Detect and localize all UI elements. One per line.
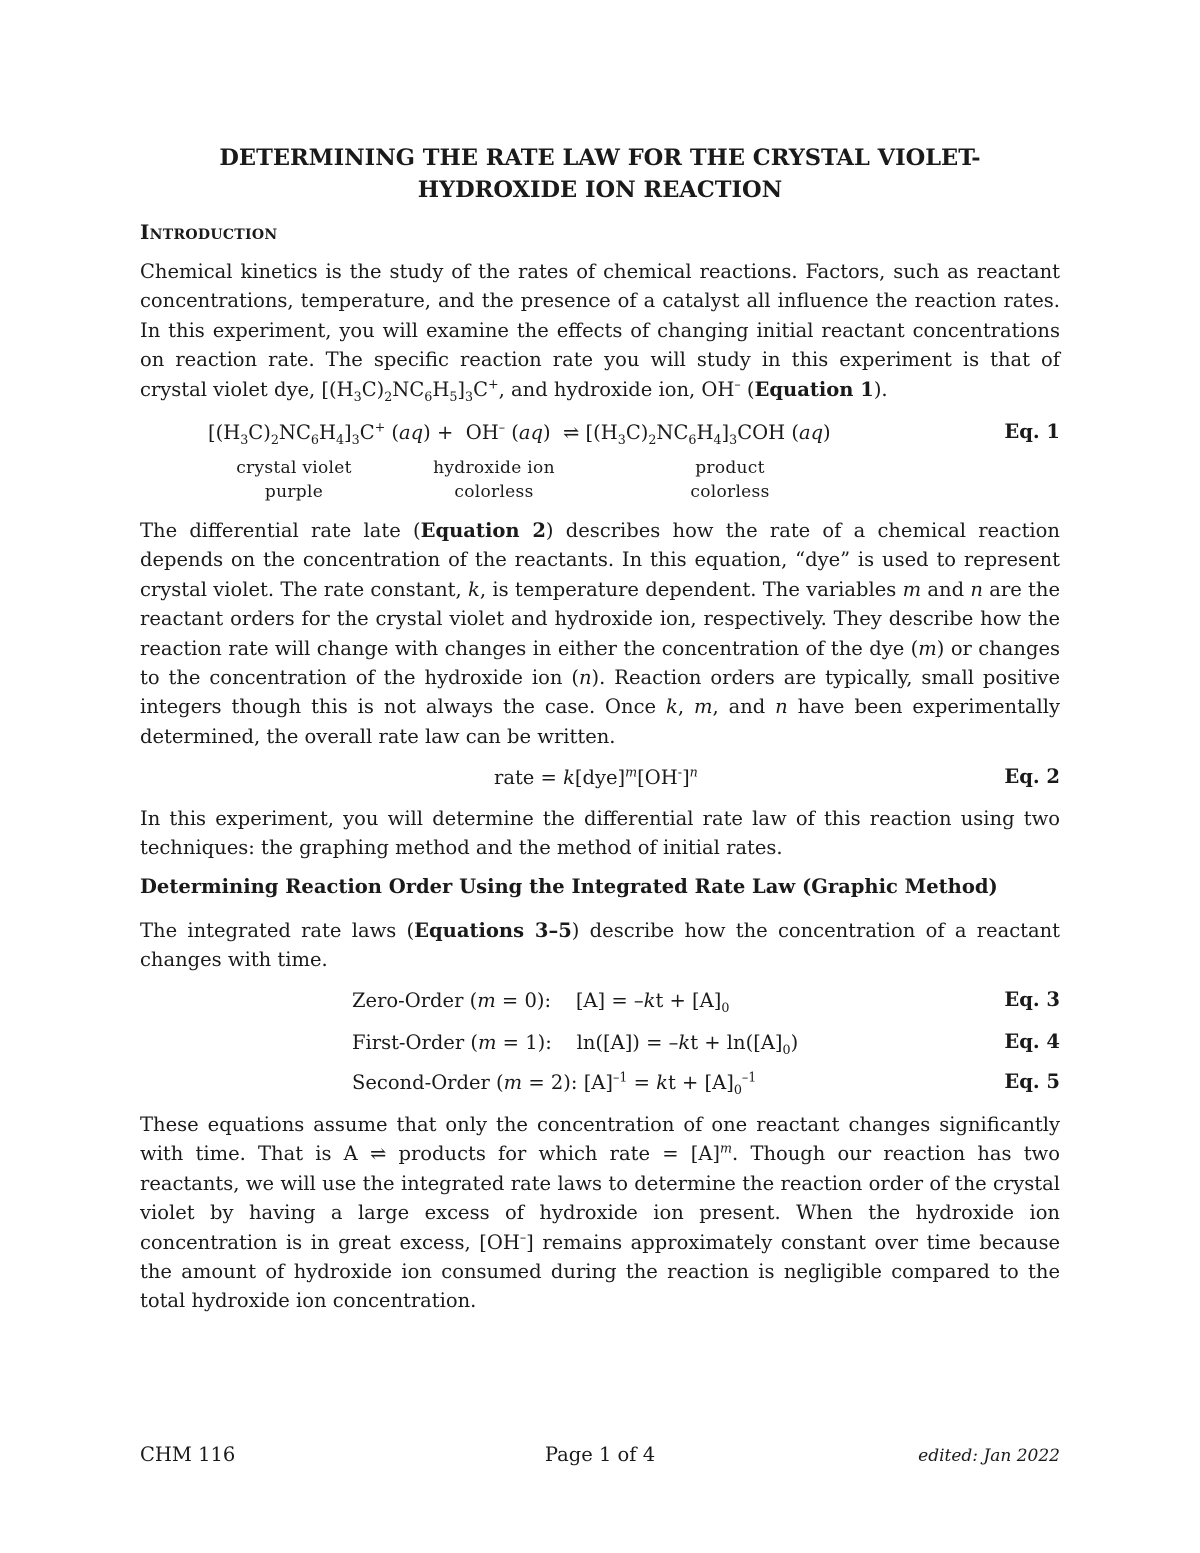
- equation-4: First-Order (m = 1): $\ln([A]) = -kt + \ln([A]_0)$: [352, 1031, 799, 1057]
- eq4-label: Eq. 4: [1004, 1030, 1060, 1053]
- equilibrium-arrow: ⇌: [369, 1142, 387, 1166]
- eq1-product: $[(H_3C)_2NC_6H_4]_3COH$: [585, 421, 786, 447]
- species-crystal-violet: crystal violet purple: [236, 458, 352, 502]
- equilibrium-arrow: ⇌: [562, 421, 580, 444]
- techniques-paragraph: In this experiment, you will determine the differential rate law of this reaction using two techniques: the graphing method and the method of initial rates.: [140, 807, 1060, 860]
- eq1-reactant-crystal-violet: $[(H_3C)_2NC_6H_4]_3C^+$: [208, 419, 386, 447]
- title-line-2: HYDROXIDE ION REACTION: [417, 177, 783, 203]
- species-hydroxide-ion: hydroxide ion colorless: [433, 458, 555, 502]
- equation-2: rate = $k[dye]^m[OH^-]^n$: [494, 764, 698, 789]
- equation-3: Zero-Order (m = 0): $[A] = -kt + [A]_0$: [352, 989, 730, 1015]
- rate-law-paragraph: The differential rate late (Equation 2) describes how the rate of a chemical reaction depends on the concentration of the reactants. In this equation, “dye” is used to represent crystal violet. The rate constant, k, is temperature dependent. The variables m and n are the reactant orders for the crystal violet and hydroxide ion, respectively. They describe how the reaction rate will change with changes in either the concentration of the dye (m) or changes to the concentration of the hydroxide ion (n). Reaction orders are typically, small positive integers though this is not always the case. Once k, m, and n have been experimentally determined, the overall rate law can be written.: [140, 519, 1061, 748]
- equation-5: Second-Order (m = 2): $[A]^{-1}$ = kt + $[A]_0^{-1}$: [352, 1069, 757, 1097]
- footer-page-number: Page 1 of 4: [544, 1443, 656, 1466]
- document-title: [140, 142, 1060, 206]
- title-line-1: DETERMINING THE RATE LAW FOR THE CRYSTAL VIOLET-: [219, 145, 981, 171]
- species-product: product colorless: [690, 458, 770, 502]
- eq2-label: Eq. 2: [1004, 765, 1060, 788]
- crystal-violet-formula: $[(H_3C)_2NC_6H_5]_3C^+$: [321, 376, 499, 404]
- footer-edited-date: edited: Jan 2022: [918, 1446, 1060, 1466]
- equation-1: $[(H_3C)_2NC_6H_4]_3C^+$ (aq) + OH– (aq) ⇌ $[(H_3C)_2NC_6H_4]_3COH$ (aq): [208, 419, 831, 447]
- footer-course: CHM 116: [140, 1443, 236, 1466]
- subheading-graphic-method: Determining Reaction Order Using the Integrated Rate Law (Graphic Method): [140, 875, 998, 898]
- excess-hydroxide-paragraph: These equations assume that only the concentration of one reactant changes significantly with time. That is A ⇌ products for which rate = $[A]^m$. Though our reaction has two reactants, we will use the integrated rate laws to determine the reaction order of the crystal violet by having a large excess of hydroxide ion present. When the hydroxide ion concentration is in great excess, [OH–] remains approximately constant over time because the amount of hydroxide ion consumed during the reaction is negligible compared to the total hydroxide ion concentration.: [140, 1113, 1060, 1313]
- eq1-label: Eq. 1: [1004, 420, 1060, 443]
- integrated-rate-paragraph: The integrated rate laws (Equations 3–5) describe how the concentration of a reactant changes with time.: [140, 919, 1061, 972]
- eq3-label: Eq. 3: [1004, 988, 1060, 1011]
- section-heading-introduction: Introduction: [140, 220, 278, 244]
- intro-paragraph: Chemical kinetics is the study of the rates of chemical reactions. Factors, such as reactant concentrations, temperature, and the presence of a catalyst all influence the reaction rates. In this experiment, you will examine the effects of changing initial reactant concentrations on reaction rate. The specific reaction rate you will study in this experiment is that of crystal violet dye, $[(H_3C)_2NC_6H_5]_3C^+$, and hydroxide ion, OH– (Equation 1).: [140, 260, 1060, 404]
- eq5-label: Eq. 5: [1004, 1070, 1060, 1093]
